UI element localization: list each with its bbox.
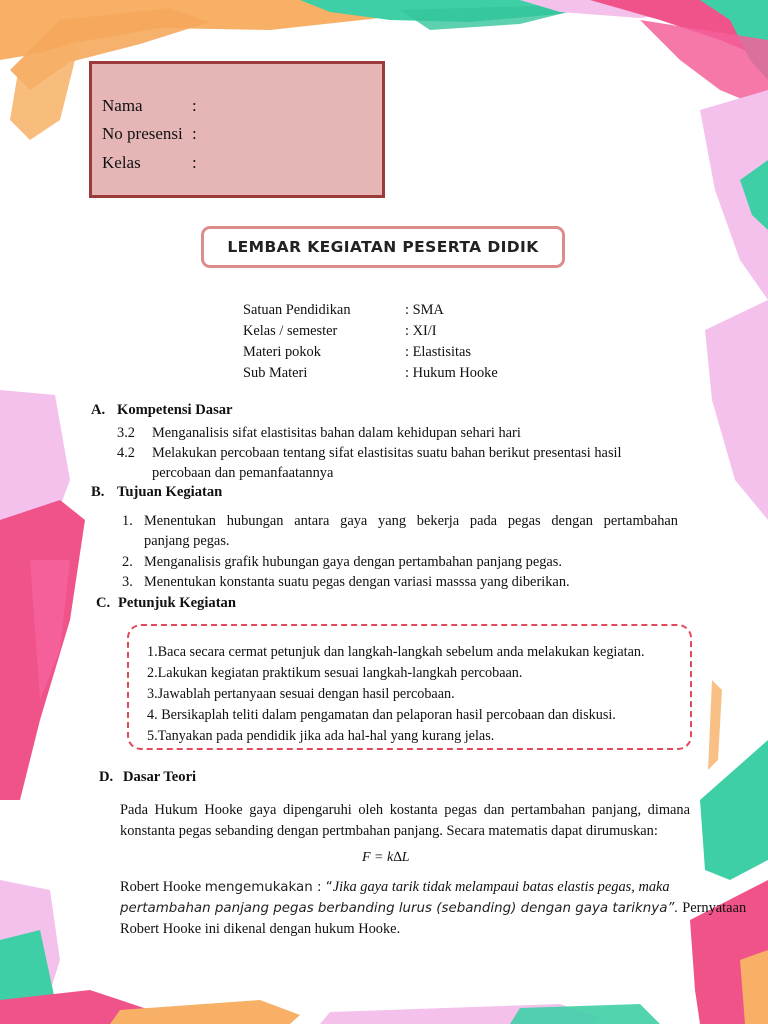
- identity-row-kelas: [102, 152, 197, 174]
- identity-row-nama: [102, 95, 197, 117]
- instruction-item: 4. Bersikaplah teliti dalam pengamatan dan pelaporan hasil percobaan dan diskusi.: [147, 707, 616, 723]
- item-number: 4.2: [117, 445, 135, 461]
- quote-after: Pernyataan: [682, 900, 747, 916]
- section-title: Tujuan Kegiatan: [117, 484, 223, 500]
- quote-end: ”.: [667, 901, 679, 916]
- instructions-box: [127, 624, 692, 750]
- section-a-heading: [91, 402, 233, 419]
- meta-key: Kelas / semester: [243, 323, 338, 339]
- section-title: Petunjuk Kegiatan: [118, 595, 236, 611]
- meta-value: : SMA: [405, 302, 444, 318]
- identity-colon: :: [192, 153, 197, 172]
- instruction-item: 3.Jawablah pertanyaan sesuai dengan hasil percobaan.: [147, 686, 455, 702]
- stroke-right-orange-line: [708, 680, 722, 770]
- identity-label: No presensi: [102, 124, 183, 143]
- section-letter: C.: [96, 595, 111, 611]
- item-number: 3.: [122, 574, 133, 590]
- item-text: Menganalisis grafik hubungan gaya dengan pertambahan panjang pegas.: [144, 554, 562, 570]
- theory-paragraph-line: Robert Hooke ini dikenal dengan hukum Hooke.: [120, 921, 401, 937]
- section-title: Dasar Teori: [123, 769, 197, 785]
- item-text: Menentukan konstanta suatu pegas dengan variasi masssa yang diberikan.: [144, 574, 570, 590]
- meta-value: : Elastisitas: [405, 344, 471, 360]
- item-number: 1.: [122, 513, 133, 529]
- meta-key: Sub Materi: [243, 365, 308, 381]
- identity-row-no-presensi: [102, 123, 197, 145]
- page-title: LEMBAR KEGIATAN PESERTA DIDIK: [201, 226, 565, 268]
- quote-verb: mengemukakan : “: [204, 880, 333, 895]
- identity-colon: :: [192, 96, 197, 115]
- section-title: Kompetensi Dasar: [117, 402, 233, 418]
- instruction-item: 2.Lakukan kegiatan praktikum sesuai langkah-langkah percobaan.: [147, 665, 523, 681]
- meta-value: : XI/I: [405, 323, 437, 339]
- instruction-item: 1.Baca secara cermat petunjuk dan langkah-langkah sebelum anda melakukan kegiatan.: [147, 644, 645, 660]
- meta-key: Materi pokok: [243, 344, 321, 360]
- stroke-right-lilac-2: [705, 300, 768, 520]
- meta-key: Satuan Pendidikan: [243, 302, 351, 318]
- quote-text: Jika gaya tarik tidak melampaui batas elastis pegas, maka: [332, 879, 670, 895]
- identity-colon: :: [192, 124, 197, 143]
- section-letter: B.: [91, 484, 105, 500]
- item-number: 2.: [122, 554, 133, 570]
- theory-paragraph-line: Pada Hukum Hooke gaya dipengaruhi oleh kostanta pegas dan pertambahan panjang, dimana: [120, 802, 690, 818]
- quote-lead: Robert Hooke: [120, 879, 202, 895]
- theory-paragraph-line: konstanta pegas sebanding dengan pertmbahan panjang. Secara matematis dapat dirumuskan:: [120, 823, 658, 839]
- item-text-continued: percobaan dan pemanfaatannya: [152, 465, 334, 481]
- item-text: Menentukan hubungan antara gaya yang bekerja pada pegas dengan pertambahan: [144, 513, 678, 529]
- student-identity-box: [89, 61, 385, 198]
- section-d-heading: [99, 769, 196, 786]
- quote-text: pertambahan panjang pegas berbanding lurus (sebanding) dengan gaya tariknya: [120, 901, 668, 916]
- theory-quote-line: [120, 898, 746, 920]
- hooke-formula: F = k∆L: [362, 850, 410, 865]
- identity-label: Nama: [102, 96, 143, 115]
- instruction-item: 5.Tanyakan pada pendidik jika ada hal-hal yang kurang jelas.: [147, 728, 495, 744]
- item-number: 3.2: [117, 425, 135, 441]
- item-text: Menganalisis sifat elastisitas bahan dalam kehidupan sehari hari: [152, 425, 521, 441]
- section-c-heading: [96, 595, 236, 612]
- meta-value: : Hukum Hooke: [405, 365, 498, 381]
- section-letter: A.: [91, 402, 106, 418]
- stroke-right-orange: [740, 950, 768, 1024]
- theory-quote-line: [120, 877, 690, 899]
- item-text: Melakukan percobaan tentang sifat elastisitas suatu bahan berikut presentasi hasil: [152, 445, 622, 461]
- stroke-bottom-orange: [110, 1000, 300, 1024]
- item-text-continued: panjang pegas.: [144, 533, 230, 549]
- section-b-heading: [91, 484, 222, 501]
- identity-label: Kelas: [102, 153, 141, 172]
- section-letter: D.: [99, 769, 114, 785]
